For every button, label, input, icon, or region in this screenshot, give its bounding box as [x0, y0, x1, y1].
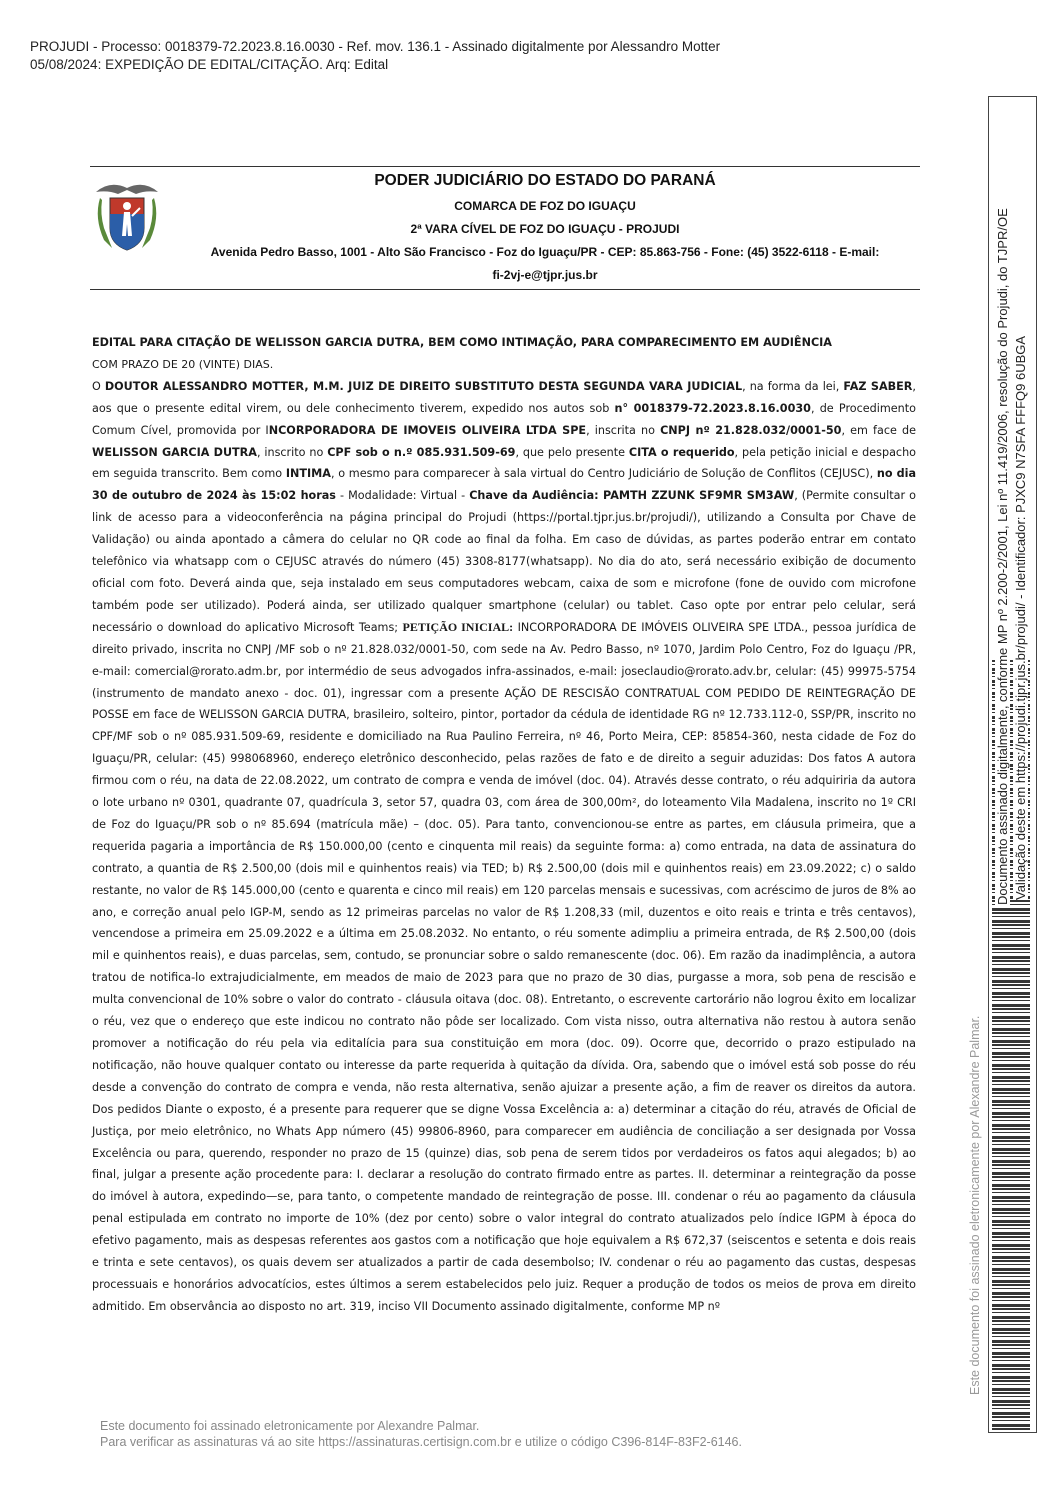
edital-prazo: COM PRAZO DE 20 (VINTE) DIAS.: [92, 357, 274, 371]
parana-coat-of-arms-icon: [90, 178, 164, 256]
court-email: fi-2vj-e@tjpr.jus.br: [492, 268, 598, 282]
outer-signature-vertical: Este documento foi assinado eletronicamente por Alexandre Palmar.: [968, 1015, 982, 1395]
plaintiff-cnpj: CNPJ nº 21.828.032/0001-50: [660, 423, 842, 437]
case-number: n° 0018379-72.2023.8.16.0030: [614, 401, 811, 415]
court-address: Avenida Pedro Basso, 1001 - Alto São Francisco - Foz do Iguaçu/PR - CEP: 85.863-756 - Fone: (45) 3522-6118 - E-mail:: [210, 245, 880, 259]
signature-footer: [100, 1418, 742, 1450]
cita-requerido: CITA o requerido: [628, 445, 735, 459]
footer-line2: Para verificar as assinaturas vá ao site https://assinaturas.certisign.com.br e utilize o código C396-814F-83F2-6146.: [100, 1435, 742, 1449]
header-bottom-rule: [90, 289, 920, 290]
edital-title: EDITAL PARA CITAÇÃO DE WELISSON GARCIA DUTRA, BEM COMO INTIMAÇÃO, PARA COMPARECIMENTO EM AUDIÊNCIA: [92, 336, 832, 349]
judge-name: DOUTOR ALESSANDRO MOTTER, M.M. JUIZ DE DIREITO SUBSTITUTO DESTA SEGUNDA VARA JUDICIAL: [104, 379, 743, 393]
plaintiff-name: NCORPORADORA DE IMOVEIS OLIVEIRA LTDA SPE: [268, 423, 587, 437]
peticao-inicial-label: PETIÇÃO INICIAL:: [402, 619, 514, 634]
projudi-process-note: [30, 38, 720, 74]
defendant-cpf: CPF sob o n.º 085.931.509-69: [327, 445, 516, 459]
comarca: COMARCA DE FOZ DO IGUAÇU: [454, 199, 636, 213]
court-title: PODER JUDICIÁRIO DO ESTADO DO PARANÁ: [374, 172, 716, 189]
intima: INTIMA: [285, 467, 331, 481]
header-top-rule: [90, 166, 920, 167]
hearing-date: no dia 30 de outubro de 2024 às 15:02 horas: [92, 467, 916, 503]
sidebar-line1: Documento assinado digitalmente, conforme MP nº 2.200-2/2001, Lei nº 11.419/2006, resolução do Projudi, do TJPR/OE: [995, 208, 1010, 905]
hearing-key: Chave da Audiência: PAMTH ZZUNK SF9MR SM3AW: [469, 489, 795, 503]
footer-line1: Este documento foi assinado eletronicamente por Alexandre Palmar.: [100, 1419, 480, 1433]
process-note-line2: 05/08/2024: EXPEDIÇÃO DE EDITAL/CITAÇÃO. Arq: Edital: [30, 57, 389, 72]
vara: 2ª VARA CÍVEL DE FOZ DO IGUAÇU - PROJUDI: [410, 222, 680, 236]
edital-body: [92, 332, 916, 1318]
sidebar-line2: Validação deste em https://projudi.tjpr.jus.br/projudi/ - Identificador: PJXC9 N7SFA FFFQ9 6UBGA: [1013, 335, 1028, 900]
edital-text: O DOUTOR ALESSANDRO MOTTER, M.M. JUIZ DE DIREITO SUBSTITUTO DESTA SEGUNDA VARA JUDICIAL, na forma da lei, FAZ SABER, aos que o presente edital virem, ou dele conhecimento tiverem, expedido nos autos sob n° 0018379-72.2023.8.16.0030, de Procedimento Comum Cível, promovida por INCORPORADORA DE IMOVEIS OLIVEIRA LTDA SPE, inscrita no CNPJ nº 21.828.032/0001-50, em face de WELISSON GARCIA DUTRA, inscrito no CPF sob o n.º 085.931.509-69, que pelo presente CITA o requerido, pela petição inicial e despacho em seguida transcrito. Bem como INTIMA, o mesmo para comparecer à sala virtual do Centro Judiciário de Solução de Conflitos (CEJUSC), no dia 30 de outubro de 2024 às 15:02 horas - Modalidade: Virtual - Chave da Audiência: PAMTH ZZUNK SF9MR SM3AW, (Permite consultar o link de acesso para a videoconferência na página principal do Projudi (https://portal.tjpr.jus.br/projudi/), utilizando a Consulta por Chave de Validação) ou ainda apontado a câmera do celular no QR code ao final da folha. Em caso de dúvidas, as partes poderão entrar em contato telefônico via whatsapp com o CEJUSC através do número (45) 3308-8177(whatsapp). No dia do ato, será necessário exibição de documento oficial com foto. Deverá ainda que, seja instalado em seus computadores webcam, caixa de som e microfone (fone de ouvido com microfone também pode ser utilizado). Poderá ainda, ser utilizado qualquer smartphone (celular) ou tablet. Caso opte por entrar pelo celular, será necessário o download do aplicativo Microsoft Teams; PETIÇÃO INICIAL: INCORPORADORA DE IMÓVEIS OLIVEIRA SPE LTDA., pessoa jurídica de direito privado, inscrita no CNPJ /MF sob o nº 21.828.032/0001-50, com sede na Av. Pedro Basso, nº 1070, Jardim Polo Centro, Foz do Iguaçu /PR, e-mail: comercial@rorato.adm.br, por intermédio de seus advogados infra-assinados, e-mail: joseclaudio@rorato.adv.br, celular: (45) 99975-5754 (instrumento de mandato anexo - doc. 01), ingressar com a presente AÇÃO DE RESCISÃO CONTRATUAL COM PEDIDO DE REINTEGRAÇÃO DE POSSE em face de WELISSON GARCIA DUTRA, brasileiro, solteiro, pintor, portador da cédula de identidade RG nº 12.733.112-0, SSP/PR, inscrito no CPF/MF sob o nº 085.931.509-69, residente e domiciliado na Rua Paulino Ferreira, nº 46, Porto Meira, CEP: 85854-360, nesta cidade de Foz do Iguaçu/PR, celular: (45) 998068960, endereço eletrônico desconhecido, pelas razões de fato e de direito a seguir aduzidas: Dos fatos A autora firmou com o réu, na data de 22.08.2022, um contrato de compra e venda de imóvel (doc. 04). Através desse contrato, o réu adquiriria da autora o lote urbano nº 0301, quadrante 07, quadrícula 3, setor 57, quadra 03, com área de 300,00m², do loteamento Vila Madalena, inscrito no 1º CRI de Foz do Iguaçu/PR sob o nº 85.694 (matrícula mãe) – (doc. 05). Para tanto, convencionou-se entre as partes, em cláusula primeira, que a requerida pagaria a importância de R$ 150.000,00 (cento e cinquenta mil reais) da seguinte forma: a) como entrada, na data de assinatura do contrato, a quantia de R$ 2.500,00 (dois mil e quinhentos reais) via TED; b) R$ 2.500,00 (dois mil e quinhentos reais) em 23.09.2022; c) o saldo restante, no valor de R$ 145.000,00 (cento e quarenta e cinco mil reais) em 120 parcelas mensais e sucessivas, com acréscimo de juros de 8% ao ano, e correção anual pelo IGP-M, sendo as 12 primeiras parcelas no valor de R$ 1.208,33 (mil, duzentos e oito reais e trinta e três centavos), vencendose a primeira em 25.09.2022 e a última em 25.08.2032. No entanto, o réu somente adimpliu a primeira entrada, de R$ 2.500,00 (dois mil e quinhentos reais), e duas parcelas, sem, contudo, se pronunciar sobre o saldo remanescente (doc. 06). Em razão da inadimplência, a autora tratou de notifica-lo extrajudicialmente, em meados de maio de 2023 para que no prazo de 30 dias, purgasse a mora, sob pena de rescisão e multa convencional de 10% sobre o valor do contrato - cláusula oitava (doc. 08). Entretanto, o escrevente cartorário não logrou êxito em localizar o réu, vez que o endereço que este indicou no contrato não pôde ser localizado. Com vista nisso, outra alternativa não restou à autora senão promover a notificação do réu pela via editalícia para sua constituição em mora (doc. 09). Ocorre que, decorrido o prazo estipulado na notificação, não houve qualquer contato ou interesse da parte requerida à quitação da dívida. Ora, sabendo que o imóvel está sob posse do réu desde a convenção do contrato de compra e venda, não resta alternativa, senão ajuizar a presente ação, a fim de reaver os direitos da autora. Dos pedidos Diante o exposto, é a presente para requerer que se digne Vossa Excelência a: a) determinar a citação do réu, através de Oficial de Justiça, por meio eletrônico, no Whats App número (45) 99806-8960, para comparecer em audiência de conciliação a ser designada por Vossa Excelência ou para, querendo, responder no prazo de 15 (quinze) dias, sob pena de serem tidos por verdadeiros os fatos aqui alegados; b) ao final, julgar a presente ação procedente para: I. declarar a resolução do contrato firmado entre as partes. II. determinar a reintegração da posse do imóvel à autora, expedindo—se, para tanto, o competente mandado de reintegração de posse. III. condenar o réu ao pagamento da cláusula penal estipulada em contrato no importe de 10% (dez por cento) sobre o valor integral do contrato atualizados pelo índice IGPM à época do efetivo pagamento, mais as despesas referentes aos gastos com a notificação que hoje equivalem a R$ 672,37 (seiscentos e setenta e dois reais e trinta e sete centavos), os quais devem ser atualizados a partir de cada desembolso; IV. condenar o réu ao pagamento das custas, despesas processuais e honorários advocatícios, estes últimos a serem estabelecidos pelo juiz. Requer a produção de todos os meios de prova em direito admitido. Em observância ao disposto no art. 319, inciso VII Documento assinado digitalmente, conforme MP nº: [92, 379, 917, 1313]
defendant-name: WELISSON GARCIA DUTRA: [92, 445, 257, 459]
process-note-line1: PROJUDI - Processo: 0018379-72.2023.8.16.0030 - Ref. mov. 136.1 - Assinado digitalmente por Alessandro Motter: [30, 39, 721, 54]
faz-saber: FAZ SABER: [843, 379, 913, 393]
